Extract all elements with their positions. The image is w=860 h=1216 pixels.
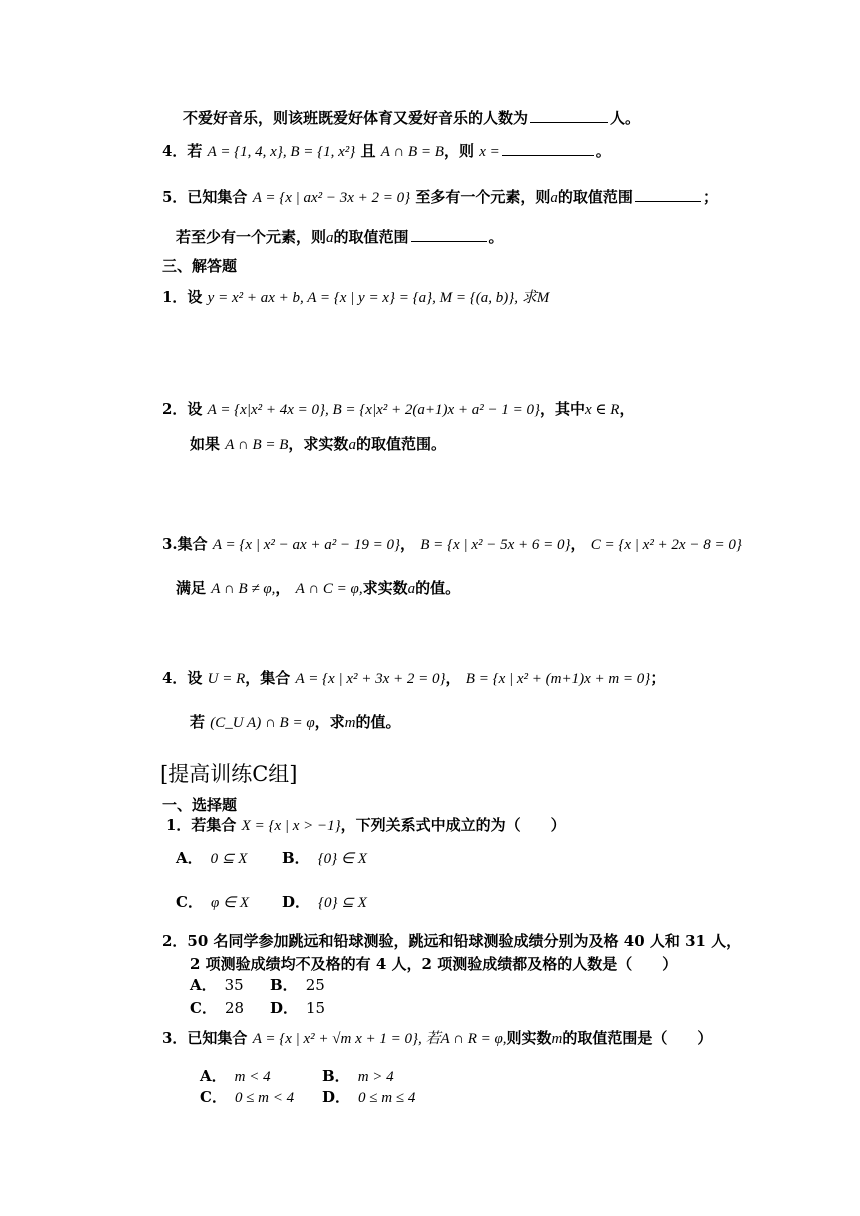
choice-question-2-line-2: 2 项测验成绩均不及格的有 4 人，2 项测验成绩都及格的人数是（ ）	[190, 955, 678, 973]
answer-question-3-part-2: 满足 A ∩ B ≠ φ,， A ∩ C = φ,求实数a的值。	[176, 579, 461, 597]
section-title-answer-questions: 三、解答题	[162, 257, 238, 275]
answer-question-1: 1．设 y = x² + ax + b, A = {x | y = x} = {a}, M = {(a, b)}, 求M	[162, 288, 550, 306]
answer-question-4-part-2: 若 (C_U A) ∩ B = φ，求m的值。	[190, 713, 401, 731]
fill-question-5: 5．已知集合 A = {x | ax² − 3x + 2 = 0} 至多有一个元素，则a的取值范围 ；	[162, 188, 718, 206]
group-c-heading: [提高训练C组]	[160, 762, 298, 786]
answer-question-2: 2．设 A = {x|x² + 4x = 0}, B = {x|x² + 2(a+1)x + a² − 1 = 0}，其中x ∈ R，	[162, 400, 635, 418]
choice-question-3: 3．已知集合 A = {x | x² + √m x + 1 = 0}, 若A ∩ R = φ,则实数m的取值范围是（ ）	[162, 1029, 713, 1047]
choice-question-1: 1．若集合 X = {x | x > −1}，下列关系式中成立的为（ ）	[166, 816, 566, 834]
option-3a: A． m < 4	[200, 1067, 271, 1085]
fill-question-5-part-2: 若至少有一个元素，则a的取值范围 。	[176, 228, 504, 246]
option-1c: C． φ ∈ X	[176, 893, 249, 911]
answer-blank	[502, 140, 594, 156]
choice-question-2: 2．50 名同学参加跳远和铅球测验，跳远和铅球测验成绩分别为及格 40 人和 31 人，	[162, 932, 742, 950]
option-3c: C． 0 ≤ m < 4	[200, 1088, 295, 1106]
option-1d: D． {0} ⊆ X	[282, 893, 367, 911]
answer-question-3: 3.集合 A = {x | x² − ax + a² − 19 = 0}， B = {x | x² − 5x + 6 = 0}， C = {x | x² + 2x − 8 = 0}	[162, 535, 742, 553]
option-3b: B． m > 4	[322, 1067, 394, 1085]
fill-question-4: 4．若 A = {1, 4, x}, B = {1, x²} 且 A ∩ B = B，则 x = 。	[162, 142, 611, 160]
option-2b: B． 25	[270, 976, 325, 994]
option-3d: D． 0 ≤ m ≤ 4	[322, 1088, 416, 1106]
option-2c: C． 28	[190, 999, 245, 1017]
option-2d: D． 15	[270, 999, 326, 1017]
answer-blank	[411, 226, 487, 242]
answer-blank	[530, 107, 608, 123]
answer-question-2-part-2: 如果 A ∩ B = B，求实数a的取值范围。	[190, 435, 446, 453]
answer-question-4: 4．设 U = R，集合 A = {x | x² + 3x + 2 = 0}， B = {x | x² + (m+1)x + m = 0}；	[162, 669, 666, 687]
option-1a: A． 0 ⊆ X	[176, 849, 248, 867]
section-title-choice-questions: 一、选择题	[162, 796, 238, 814]
option-2a: A． 35	[190, 976, 244, 994]
fill-question-3-continuation: 不爱好音乐，则该班既爱好体育又爱好音乐的人数为 人。	[183, 109, 641, 127]
answer-blank	[635, 186, 701, 202]
option-1b: B． {0} ∈ X	[282, 849, 367, 867]
